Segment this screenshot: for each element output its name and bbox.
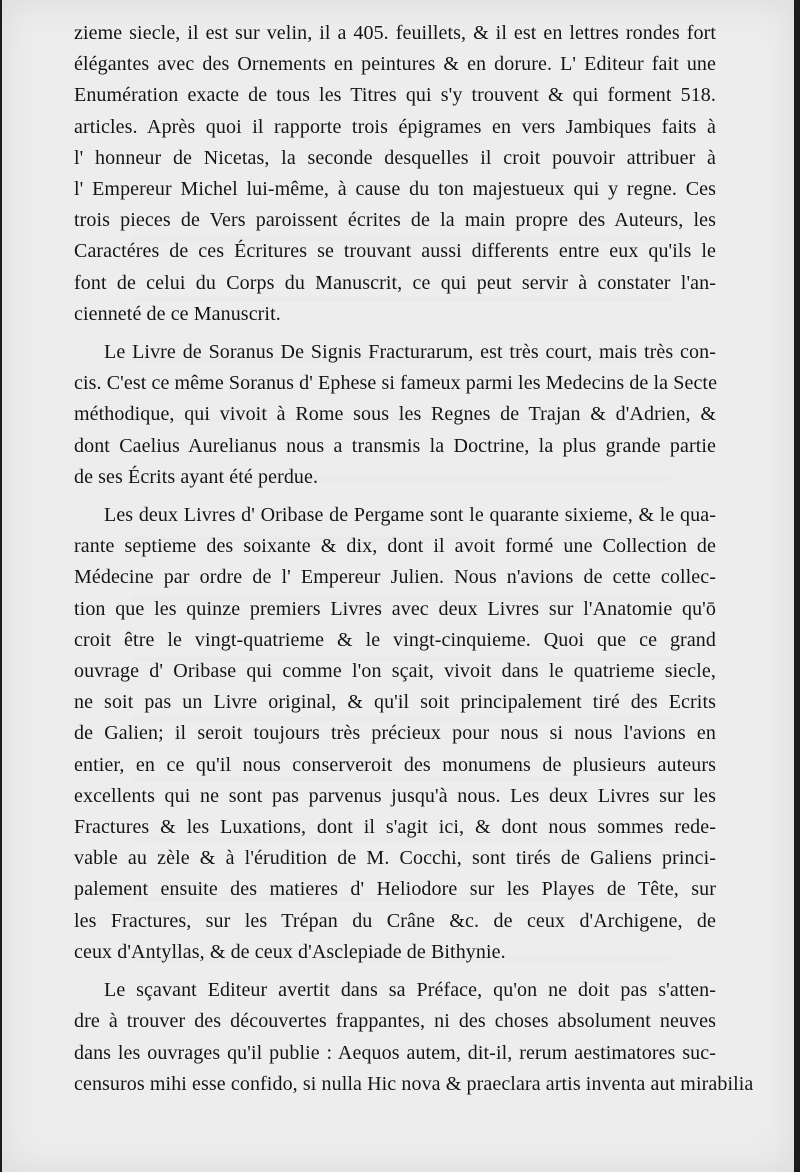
text-line: rante septieme des soixante & dix, dont il avoit formé une Collection de xyxy=(74,535,716,558)
text-line: Le Livre de Soranus De Signis Fracturarum, est très court, mais très con- xyxy=(104,341,716,364)
text-line: tion que les quinze premiers Livres avec deux Livres sur l'Anatomie qu'ō xyxy=(74,597,716,620)
text-line: zieme siecle, il est sur velin, il a 405. feuillets, & il est en lettres rondes fort xyxy=(74,22,716,44)
page-text xyxy=(74,18,754,1107)
text-line: articles. Après quoi il rapporte trois épigrames en vers Jambiques faits à xyxy=(74,115,716,138)
text-line: ouvrage d' Oribase qui comme l'on sçait, vivoit dans le quatrieme siecle, xyxy=(74,660,716,683)
text-line: excellents qui ne sont pas parvenus jusqu'à nous. Les deux Livres sur les xyxy=(74,784,716,807)
text-line: trois pieces de Vers paroissent écrites de la main propre des Auteurs, les xyxy=(74,209,716,232)
text-line: censuros mihi esse confido, si nulla Hic nova & praeclara artis inventa aut mirabilia xyxy=(74,1072,754,1095)
text-line: font de celui du Corps du Manuscrit, ce qui peut servir à constater l'an- xyxy=(74,271,716,294)
text-line: ceux d'Antyllas, & de ceux d'Asclepiade de Bithynie. xyxy=(74,940,506,963)
text-line: entier, en ce qu'il nous conserveroit des monumens de plusieurs auteurs xyxy=(74,753,716,776)
text-line: Enumération exacte de tous les Titres qui s'y trouvent & qui forment 518. xyxy=(74,84,716,107)
paragraph-4 xyxy=(74,975,754,1100)
text-line: cis. C'est ce même Soranus d' Ephese si fameux parmi les Medecins de la Secte xyxy=(74,372,718,395)
text-line: vable au zèle & à l'érudition de M. Cocchi, sont tirés de Galiens princi- xyxy=(74,847,716,870)
text-line: dans les ouvrages qu'il publie : Aequos autem, dit-il, rerum aestimatores suc- xyxy=(74,1041,716,1064)
text-line: croit être le vingt-quatrieme & le vingt-cinquieme. Quoi que ce grand xyxy=(74,628,716,651)
text-line: cienneté de ce Manuscrit. xyxy=(74,302,281,325)
text-line: méthodique, qui vivoit à Rome sous les Regnes de Trajan & d'Adrien, & xyxy=(74,403,716,426)
text-line: Les deux Livres d' Oribase de Pergame sont le quarante sixieme, & le qua- xyxy=(104,504,716,527)
book-page xyxy=(2,0,794,1172)
text-line: l' Empereur Michel lui-même, à cause du ton majestueux qui y regne. Ces xyxy=(74,178,716,201)
text-line: élégantes avec des Ornements en peintures & en dorure. L' Editeur fait une xyxy=(74,53,716,76)
paragraph-3 xyxy=(74,500,716,968)
text-line: de Galien; il seroit toujours très précieux pour nous si nous l'avions en xyxy=(74,722,716,745)
text-line: dont Caelius Aurelianus nous a transmis la Doctrine, la plus grande partie xyxy=(74,434,716,457)
text-line: palement ensuite des matieres d' Heliodore sur les Playes de Tête, sur xyxy=(74,878,716,901)
text-line: dre à trouver des découvertes frappantes, ni des choses absolument neuves xyxy=(74,1010,716,1033)
text-line: Le sçavant Editeur avertit dans sa Préface, qu'on ne doit pas s'atten- xyxy=(104,979,716,1002)
paragraph-2 xyxy=(74,337,716,493)
text-line: Médecine par ordre de l' Empereur Julien. Nous n'avions de cette collec- xyxy=(74,566,716,589)
paragraph-1 xyxy=(74,18,716,330)
text-line: Fractures & les Luxations, dont il s'agit ici, & dont nous sommes rede- xyxy=(74,816,716,839)
text-line: l' honneur de Nicetas, la seconde desquelles il croit pouvoir attribuer à xyxy=(74,146,716,169)
text-line: Caractéres de ces Écritures se trouvant aussi differents entre eux qu'ils le xyxy=(74,240,716,263)
text-line: les Fractures, sur les Trépan du Crâne &c. de ceux d'Archigene, de xyxy=(74,909,716,932)
text-line: ne soit pas un Livre original, & qu'il soit principalement tiré des Ecrits xyxy=(74,691,716,714)
text-line: de ses Écrits ayant été perdue. xyxy=(74,465,319,488)
